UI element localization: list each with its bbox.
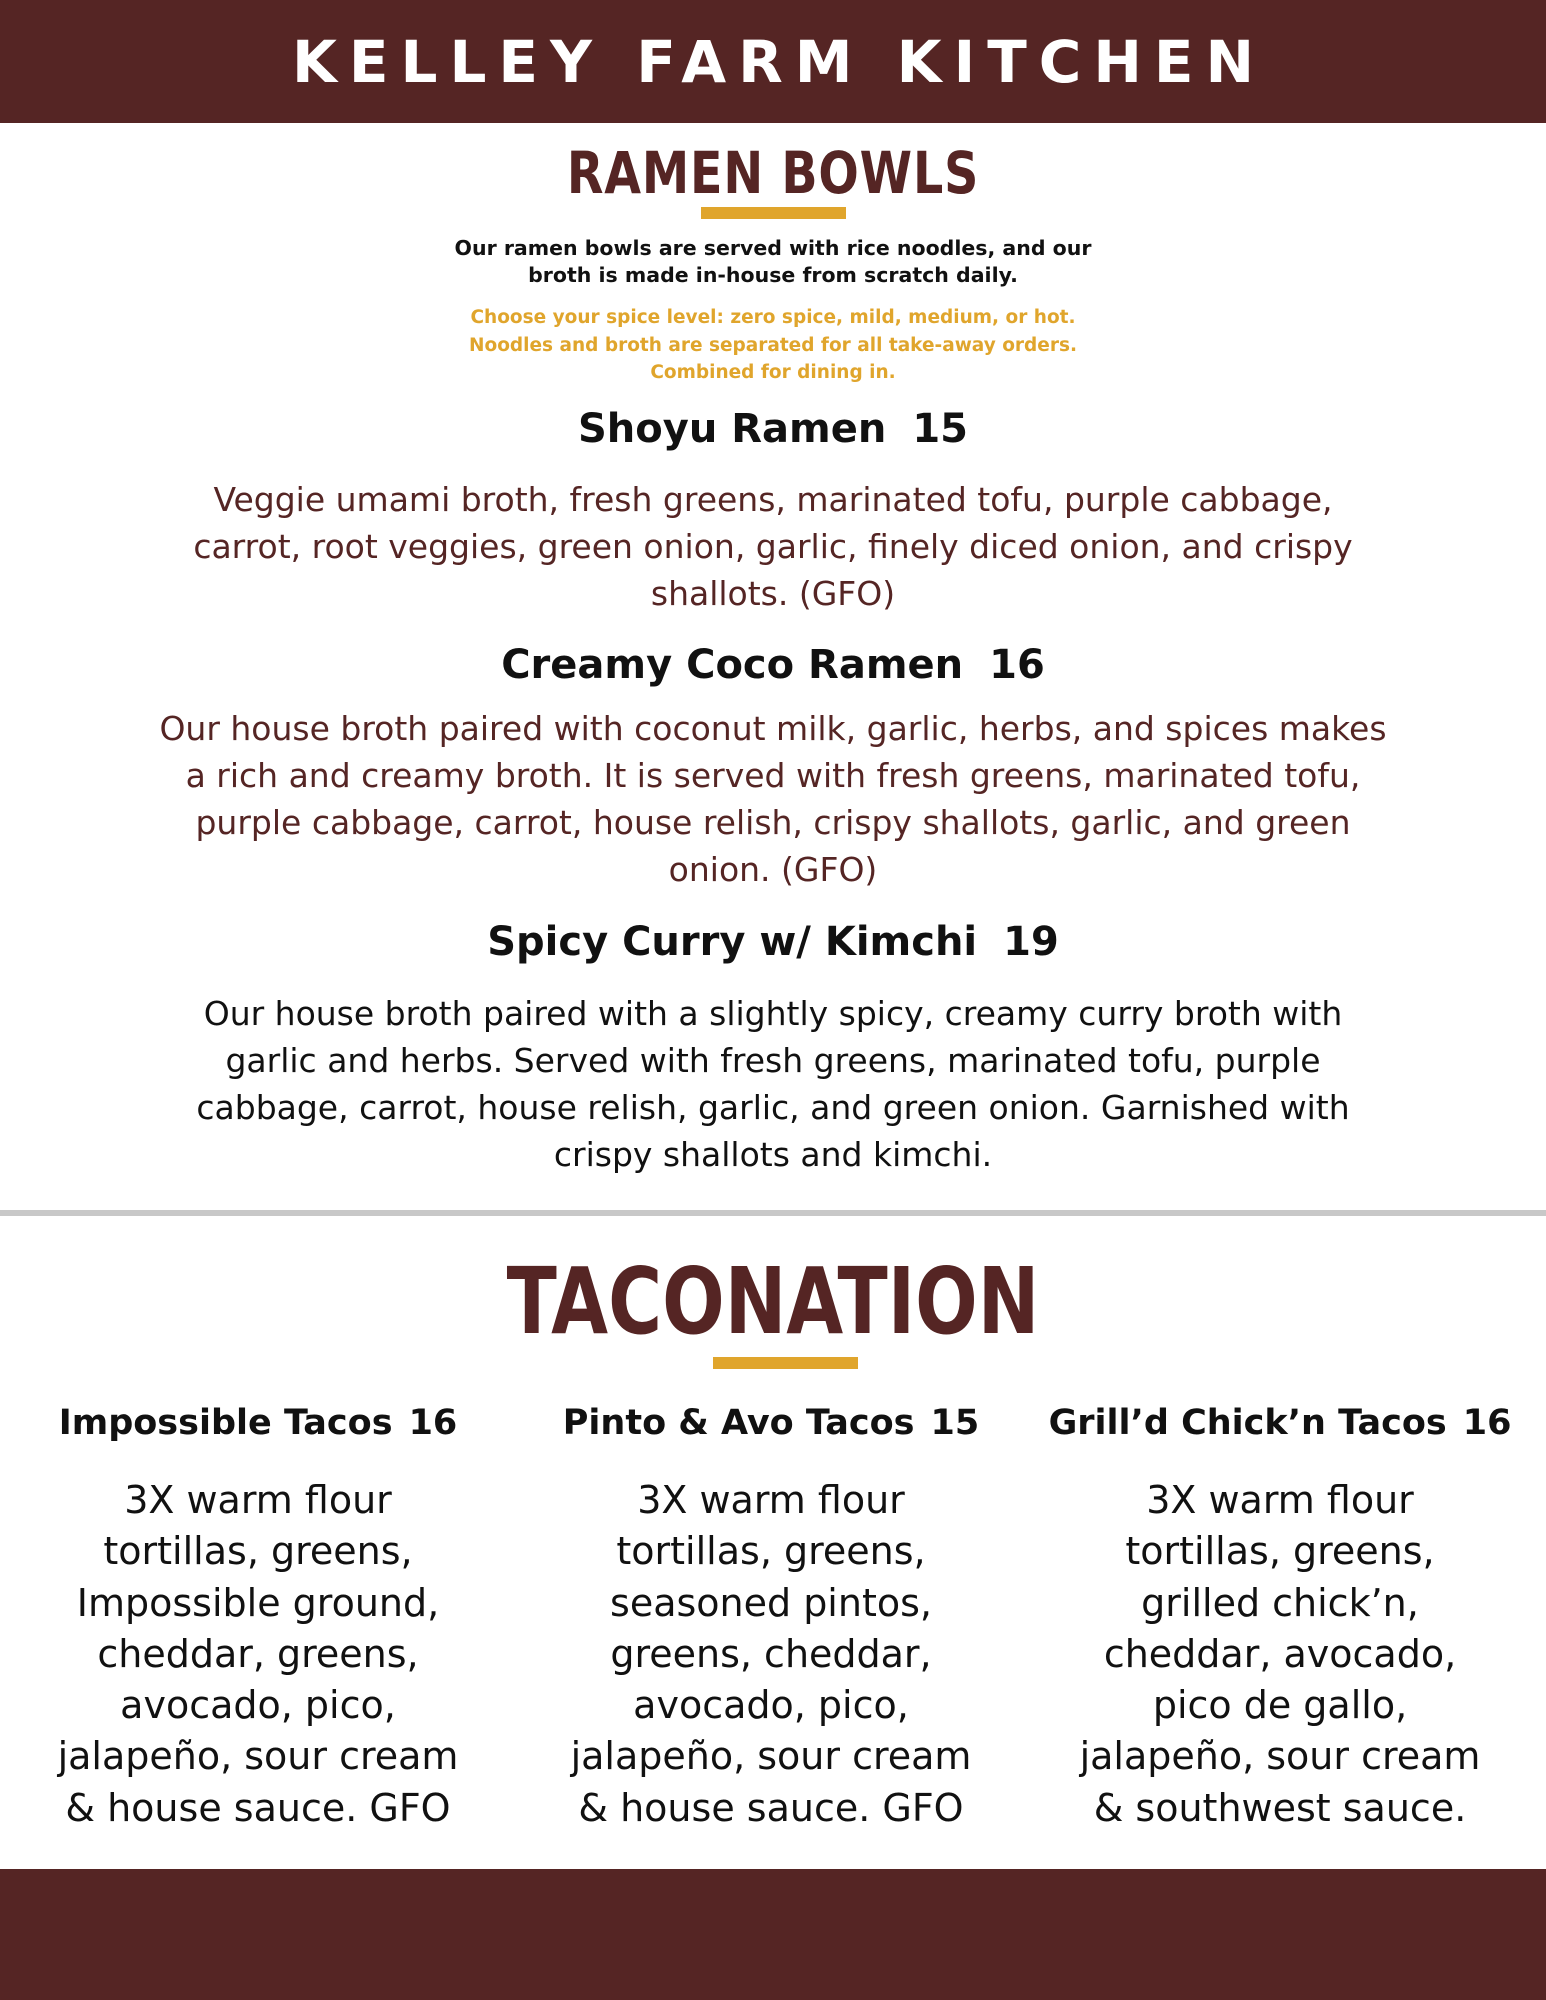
item-price: 15	[912, 406, 968, 452]
spice-note	[400, 304, 1146, 387]
spice-note-line: Combined for dining in.	[650, 362, 896, 383]
desc-line: jalapeño, sour cream	[57, 1734, 459, 1779]
ramen-item-description	[110, 476, 1436, 617]
taco-item-description	[1060, 1475, 1500, 1834]
desc-line: cabbage, carrot, house relish, garlic, and green onion. Garnished with	[196, 1088, 1350, 1127]
desc-line: purple cabbage, carrot, house relish, crispy shallots, garlic, and green	[195, 803, 1351, 842]
desc-line: greens, cheddar,	[610, 1631, 932, 1676]
desc-line: 3X warm flour	[124, 1478, 392, 1522]
item-title: Grill’d Chick’n Tacos	[1048, 1403, 1447, 1443]
desc-line: Veggie umami broth, fresh greens, marinated tofu, purple cabbage,	[213, 480, 1333, 519]
ramen-section-title: RAMEN BOWLS	[566, 139, 980, 207]
spice-note-line: Choose your spice level: zero spice, mild, medium, or hot.	[470, 307, 1076, 328]
desc-line: cheddar, greens,	[97, 1631, 419, 1676]
taco-item-name	[533, 1398, 1009, 1448]
item-price: 16	[989, 642, 1045, 688]
desc-line: jalapeño, sour cream	[570, 1734, 972, 1779]
ramen-item-name	[0, 405, 1546, 453]
taco-item	[533, 1398, 1009, 1834]
desc-line: & house sauce. GFO	[578, 1785, 964, 1830]
desc-line: 3X warm flour	[637, 1478, 905, 1522]
desc-line: Our house broth paired with coconut milk, garlic, herbs, and spices makes	[159, 709, 1387, 748]
desc-line: onion. (GFO)	[668, 850, 878, 889]
taco-item	[20, 1398, 496, 1834]
desc-line: tortillas, greens,	[616, 1529, 926, 1574]
desc-line: carrot, root veggies, green onion, garlic, finely diced onion, and crispy	[193, 527, 1353, 566]
desc-line: & southwest sauce.	[1093, 1785, 1467, 1830]
spice-note-line: Noodles and broth are separated for all take-away orders.	[469, 334, 1077, 356]
header-bar	[0, 0, 1546, 123]
item-title: Impossible Tacos	[58, 1403, 393, 1443]
taco-item-description	[551, 1475, 991, 1834]
taco-section-title: TACONATION	[506, 1248, 1040, 1355]
ramen-item-description	[120, 990, 1426, 1178]
item-price: 19	[1003, 919, 1059, 965]
section-divider	[0, 1210, 1546, 1216]
ramen-item-name	[0, 918, 1546, 966]
taco-item-name	[1030, 1398, 1530, 1448]
ramen-item-description	[90, 705, 1456, 893]
item-title: Shoyu Ramen	[578, 406, 887, 452]
desc-line: garlic and herbs. Served with fresh greens, marinated tofu, purple	[225, 1041, 1321, 1080]
item-title: Spicy Curry w/ Kimchi	[487, 919, 978, 965]
desc-line: cheddar, avocado,	[1103, 1631, 1457, 1676]
item-price: 15	[930, 1403, 980, 1443]
ramen-item-name	[0, 641, 1546, 689]
desc-line: tortillas, greens,	[103, 1529, 413, 1574]
taco-item-name	[20, 1398, 496, 1448]
desc-line: a rich and creamy broth. It is served with fresh greens, marinated tofu,	[185, 756, 1361, 795]
desc-line: grilled chick’n,	[1141, 1580, 1419, 1625]
desc-line: avocado, pico,	[120, 1683, 396, 1728]
desc-line: crispy shallots and kimchi.	[553, 1135, 993, 1174]
desc-line: avocado, pico,	[633, 1683, 909, 1728]
taco-item	[1030, 1398, 1530, 1834]
desc-line: pico de gallo,	[1152, 1683, 1408, 1728]
desc-line: shallots. (GFO)	[650, 574, 896, 613]
taco-title-underline	[713, 1357, 858, 1369]
ramen-intro-line: Our ramen bowls are served with rice noodles, and our	[454, 236, 1092, 260]
item-price: 16	[408, 1403, 458, 1443]
taco-item-description	[38, 1475, 478, 1834]
brand-title: KELLEY FARM KITCHEN	[291, 27, 1267, 96]
desc-line: & house sauce. GFO	[65, 1785, 451, 1830]
desc-line: jalapeño, sour cream	[1079, 1734, 1481, 1779]
ramen-intro-line: broth is made in-house from scratch daily.	[528, 263, 1018, 287]
item-title: Pinto & Avo Tacos	[562, 1403, 915, 1443]
desc-line: seasoned pintos,	[610, 1580, 932, 1625]
footer-bar	[0, 1869, 1546, 2000]
item-title: Creamy Coco Ramen	[501, 642, 964, 688]
ramen-intro	[423, 235, 1123, 289]
desc-line: 3X warm flour	[1146, 1478, 1414, 1522]
item-price: 16	[1462, 1403, 1512, 1443]
desc-line: Impossible ground,	[76, 1580, 440, 1625]
ramen-title-underline	[701, 207, 846, 219]
desc-line: tortillas, greens,	[1125, 1529, 1435, 1574]
desc-line: Our house broth paired with a slightly spicy, creamy curry broth with	[203, 994, 1343, 1033]
